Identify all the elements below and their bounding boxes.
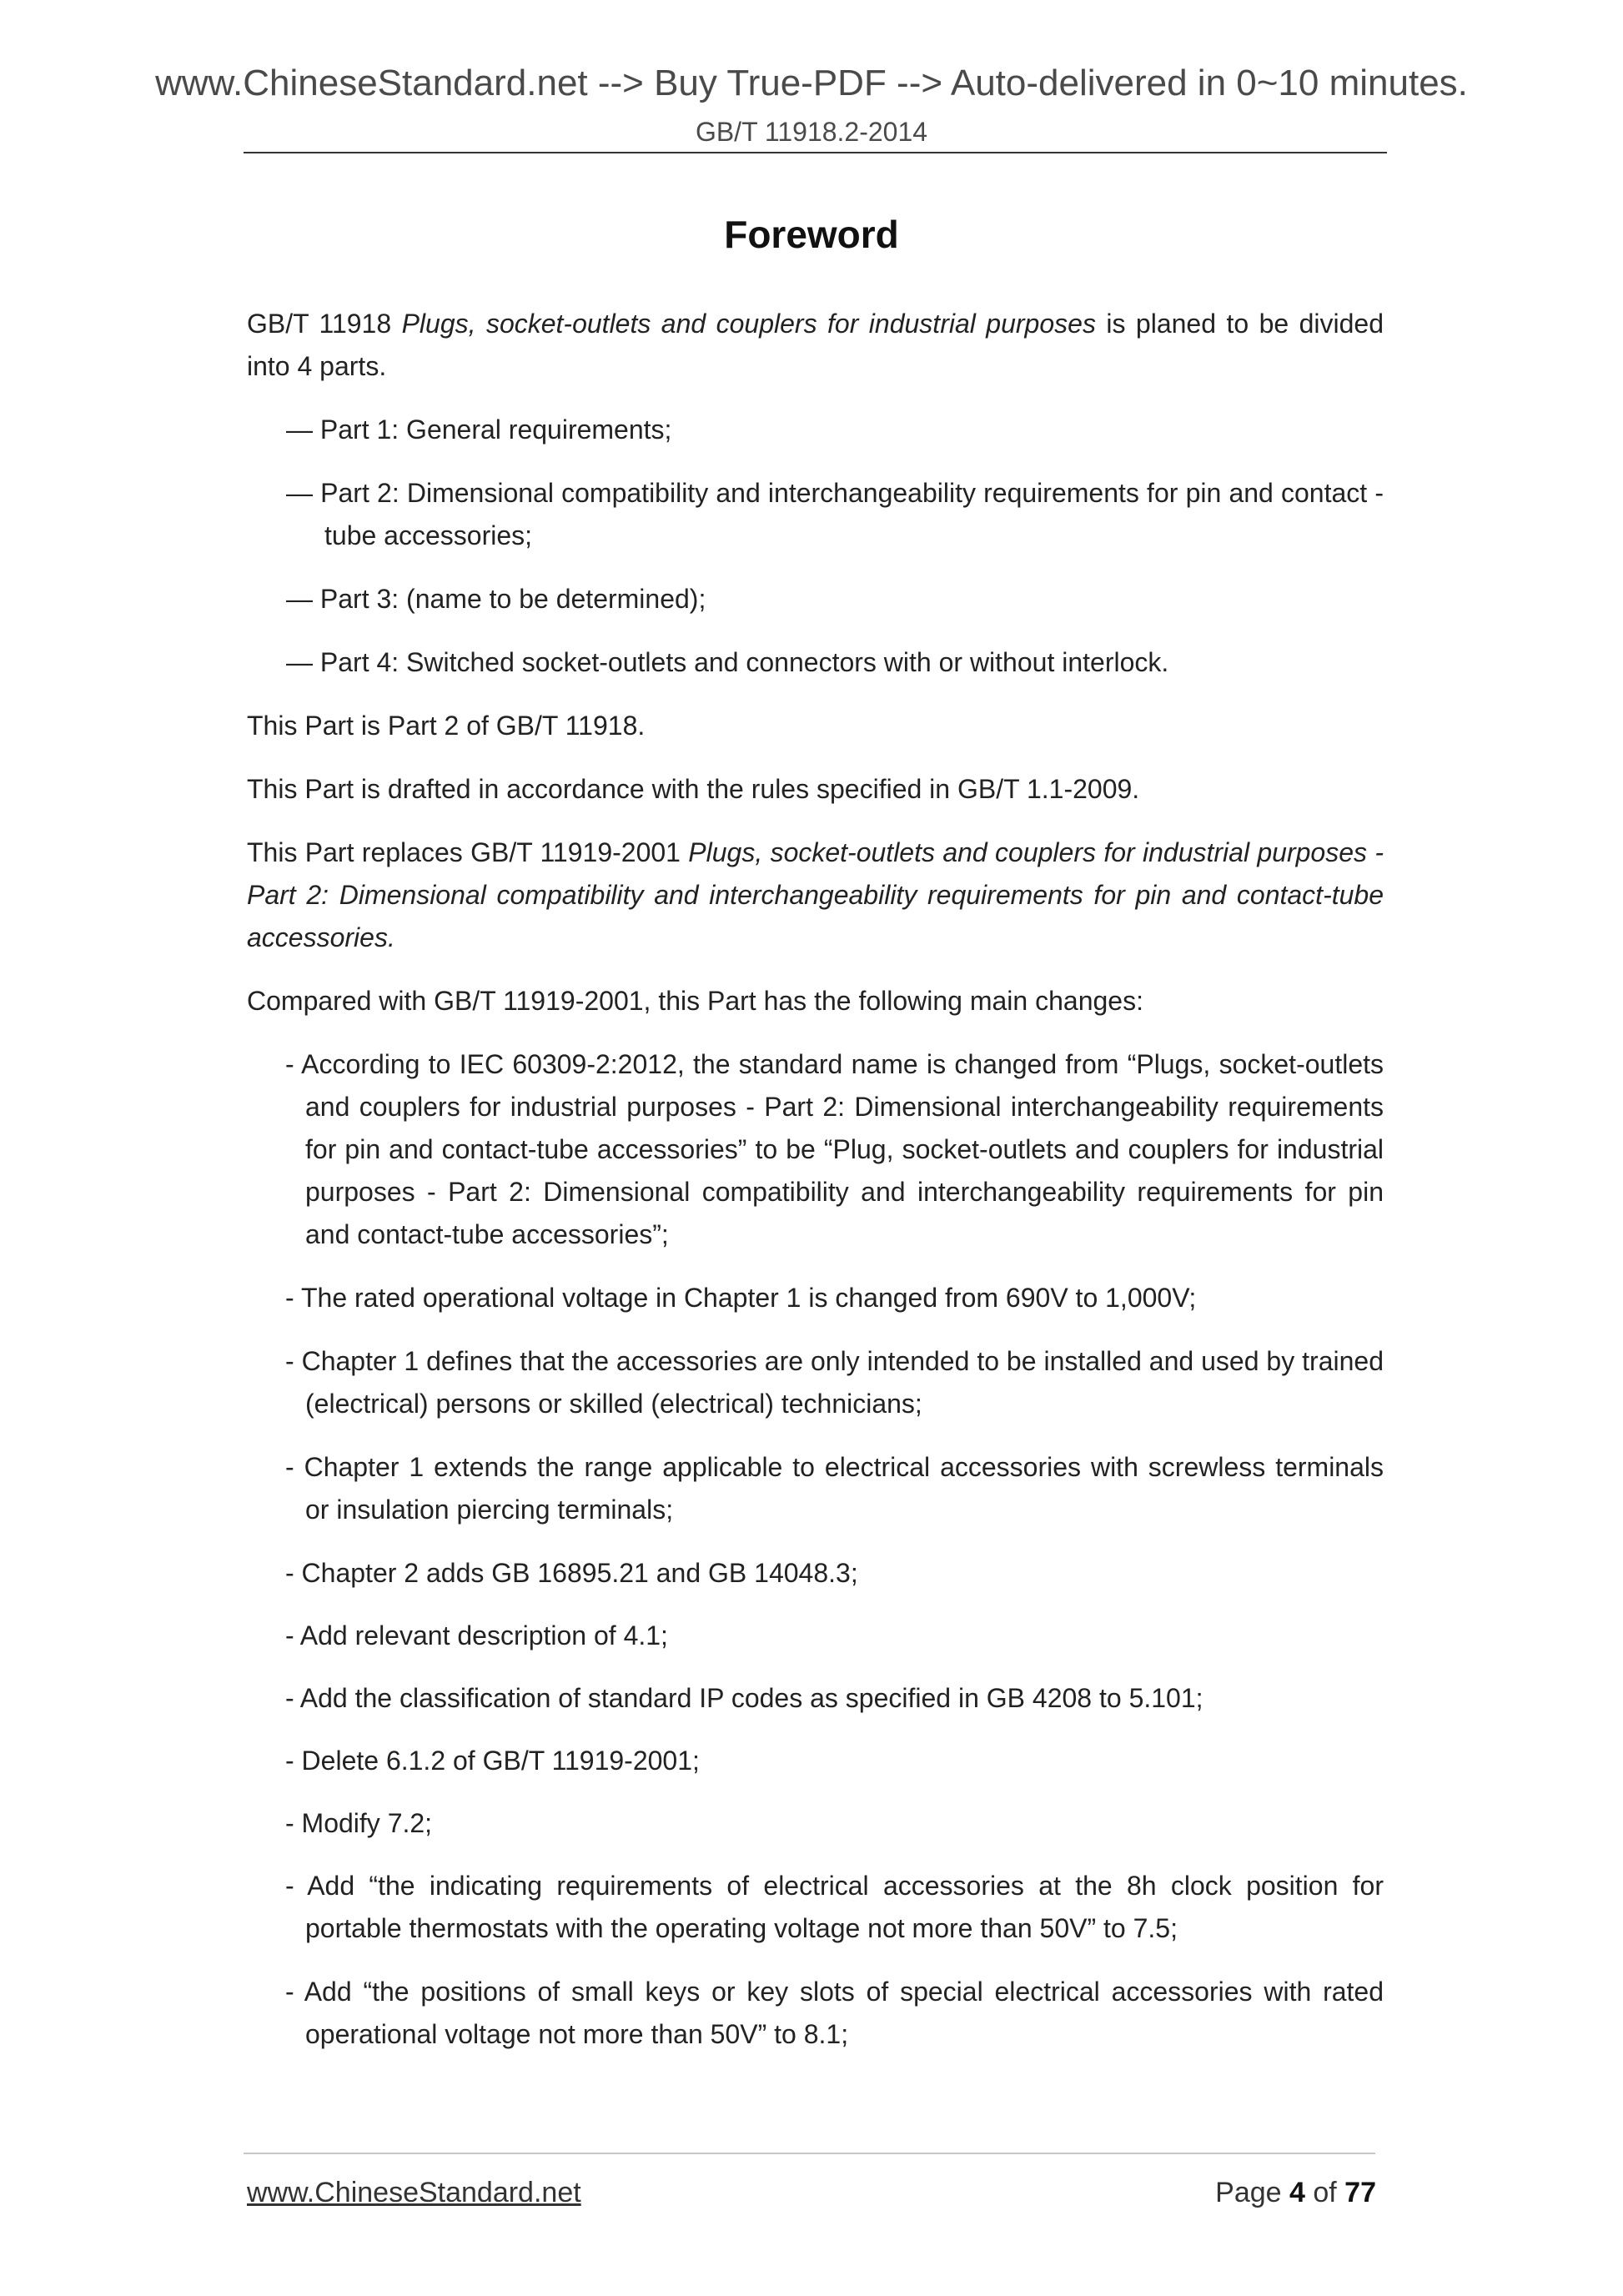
current-page: 4	[1289, 2177, 1305, 2208]
document-id: GB/T 11918.2-2014	[695, 117, 928, 147]
header-banner: www.ChineseStandard.net --> Buy True-PDF --> Auto-delivered in 0~10 minutes.	[155, 63, 1468, 103]
document-body	[247, 303, 1384, 2077]
total-pages: 77	[1344, 2177, 1376, 2208]
intro-paragraph	[247, 303, 1384, 388]
part-paragraph: This Part is Part 2 of GB/T 11918.	[247, 711, 646, 741]
header-divider	[244, 152, 1387, 153]
footer-website-link[interactable]: www.ChineseStandard.net	[247, 2177, 581, 2208]
change-item: - Chapter 1 defines that the accessories are only intended to be installed and used by trained (electrical) persons or skilled (electrical) technicians;	[285, 1346, 1384, 1419]
change-item: - According to IEC 60309-2:2012, the standard name is changed from “Plugs, socket-outlets and couplers for industrial purposes - Part 2: Dimensional interchangeability requirements for pin and contact-tube accessories” to be “Plug, socket-outlets and couplers for industrial purposes - Part 2: Dimensional compatibility and interchangeability requirements for pin and contact-tube accessories”;	[285, 1049, 1384, 1249]
change-item: - Modify 7.2;	[285, 1808, 433, 1838]
intro-text: GB/T 11918	[247, 309, 402, 339]
page-number	[1215, 2178, 1376, 2207]
change-item: - Delete 6.1.2 of GB/T 11919-2001;	[285, 1746, 700, 1776]
part-list-item: — Part 3: (name to be determined);	[286, 584, 706, 614]
replaces-paragraph	[247, 831, 1384, 959]
change-item: - Chapter 1 extends the range applicable to electrical accessories with screwless terminals or insulation piercing terminals;	[285, 1452, 1384, 1525]
part-list-item: — Part 4: Switched socket-outlets and connectors with or without interlock.	[286, 647, 1169, 677]
change-item: - Add the classification of standard IP codes as specified in GB 4208 to 5.101;	[285, 1683, 1203, 1713]
page-of-label: of	[1304, 2177, 1345, 2208]
change-item: - Add “the indicating requirements of electrical accessories at the 8h clock position for portable thermostats with the operating voltage not more than 50V” to 7.5;	[285, 1871, 1384, 1943]
drafted-paragraph: This Part is drafted in accordance with the rules specified in GB/T 1.1-2009.	[247, 774, 1140, 804]
change-item: - Add relevant description of 4.1;	[285, 1620, 668, 1650]
changes-intro: Compared with GB/T 11919-2001, this Part has the following main changes:	[247, 986, 1143, 1016]
change-item: - Chapter 2 adds GB 16895.21 and GB 14048.3;	[285, 1558, 858, 1588]
footer-divider	[244, 2153, 1375, 2154]
part-list-item: — Part 2: Dimensional compatibility and interchangeability requirements for pin and contact - tube accessories;	[286, 478, 1384, 550]
part-list-item: — Part 1: General requirements;	[286, 414, 672, 445]
change-item: - The rated operational voltage in Chapter 1 is changed from 690V to 1,000V;	[285, 1283, 1197, 1313]
standard-title-italic: Plugs, socket-outlets and couplers for industrial purposes	[401, 309, 1096, 339]
page-label: Page	[1215, 2177, 1289, 2208]
change-item: - Add “the positions of small keys or key slots of special electrical accessories with rated operational voltage not more than 50V” to 8.1;	[285, 1977, 1384, 2049]
replaced-standard-italic: Plugs, socket-outlets and couplers for industrial purposes - Part 2: Dimensional compatibility and interchangeability requirements for pin and contact-tube accessories.	[247, 837, 1384, 952]
page-title: Foreword	[724, 213, 899, 256]
replaces-text: This Part replaces GB/T 11919-2001	[247, 837, 689, 867]
intro-text-end: is planed to be divided into 4 parts.	[247, 309, 1384, 381]
